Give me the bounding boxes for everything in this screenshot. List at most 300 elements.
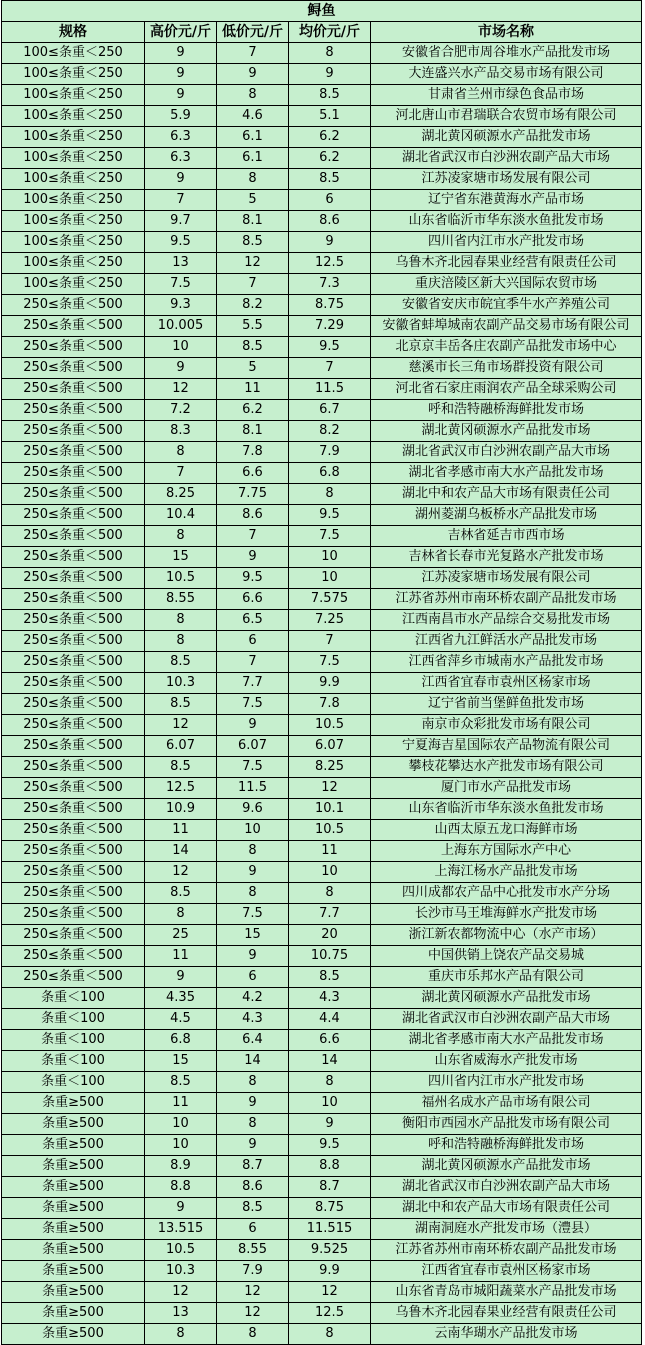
cell-spec: 条重＜100: [2, 988, 145, 1009]
cell-spec: 250≤条重＜500: [2, 295, 145, 316]
cell-high-price: 10.5: [145, 1240, 217, 1261]
cell-high-price: 13.515: [145, 1219, 217, 1240]
cell-low-price: 15: [217, 925, 289, 946]
cell-spec: 250≤条重＜500: [2, 631, 145, 652]
cell-avg-price: 9.525: [289, 1240, 371, 1261]
table-body: [2, 43, 642, 1345]
table-row: [2, 379, 642, 400]
table-row: [2, 442, 642, 463]
cell-avg-price: 4.4: [289, 1009, 371, 1030]
cell-market-name: 江苏省苏州市南环桥农副产品批发市场: [371, 1240, 642, 1261]
cell-spec: 100≤条重＜250: [2, 232, 145, 253]
cell-spec: 250≤条重＜500: [2, 925, 145, 946]
cell-market-name: 江西省萍乡市城南水产品批发市场: [371, 652, 642, 673]
cell-low-price: 7.5: [217, 694, 289, 715]
cell-low-price: 11: [217, 379, 289, 400]
cell-low-price: 7.7: [217, 673, 289, 694]
table-row: [2, 946, 642, 967]
cell-avg-price: 7.5: [289, 652, 371, 673]
cell-avg-price: 8.5: [289, 85, 371, 106]
cell-spec: 条重≥500: [2, 1135, 145, 1156]
cell-spec: 100≤条重＜250: [2, 43, 145, 64]
table-row: [2, 1114, 642, 1135]
cell-avg-price: 10.1: [289, 799, 371, 820]
cell-spec: 条重≥500: [2, 1282, 145, 1303]
cell-high-price: 15: [145, 1051, 217, 1072]
table-row: [2, 778, 642, 799]
table-row: [2, 883, 642, 904]
cell-low-price: 8: [217, 85, 289, 106]
table-row: [2, 1156, 642, 1177]
cell-high-price: 8.5: [145, 694, 217, 715]
cell-high-price: 6.3: [145, 148, 217, 169]
cell-avg-price: 7.575: [289, 589, 371, 610]
cell-spec: 100≤条重＜250: [2, 190, 145, 211]
cell-avg-price: 9: [289, 232, 371, 253]
cell-market-name: 湖北黄冈硕源水产品批发市场: [371, 421, 642, 442]
table-row: [2, 1135, 642, 1156]
table-row: [2, 484, 642, 505]
cell-avg-price: 8.8: [289, 1156, 371, 1177]
cell-low-price: 8: [217, 1324, 289, 1345]
cell-high-price: 8.5: [145, 652, 217, 673]
table-row: [2, 1177, 642, 1198]
cell-spec: 条重≥500: [2, 1261, 145, 1282]
cell-market-name: 慈溪市长三角市场群投资有限公司: [371, 358, 642, 379]
cell-high-price: 9: [145, 64, 217, 85]
table-row: [2, 400, 642, 421]
cell-high-price: 9.5: [145, 232, 217, 253]
table-title: 鲟鱼: [2, 1, 642, 22]
cell-avg-price: 9.5: [289, 1135, 371, 1156]
cell-low-price: 8.6: [217, 1177, 289, 1198]
cell-high-price: 8.25: [145, 484, 217, 505]
cell-avg-price: 8.5: [289, 169, 371, 190]
table-row: [2, 106, 642, 127]
cell-low-price: 7: [217, 43, 289, 64]
cell-high-price: 15: [145, 547, 217, 568]
cell-low-price: 8.7: [217, 1156, 289, 1177]
cell-market-name: 安徽省安庆市皖宜季牛水产养殖公司: [371, 295, 642, 316]
cell-market-name: 四川省内江市水产批发市场: [371, 1072, 642, 1093]
cell-spec: 250≤条重＜500: [2, 400, 145, 421]
cell-high-price: 6.3: [145, 127, 217, 148]
table-row: [2, 820, 642, 841]
table-row: [2, 169, 642, 190]
cell-spec: 250≤条重＜500: [2, 337, 145, 358]
cell-spec: 250≤条重＜500: [2, 841, 145, 862]
cell-high-price: 8.9: [145, 1156, 217, 1177]
cell-avg-price: 11: [289, 841, 371, 862]
cell-low-price: 8.5: [217, 232, 289, 253]
table-row: [2, 925, 642, 946]
cell-spec: 100≤条重＜250: [2, 274, 145, 295]
cell-market-name: 江苏凌家塘市场发展有限公司: [371, 568, 642, 589]
cell-avg-price: 6.2: [289, 127, 371, 148]
cell-low-price: 9: [217, 1093, 289, 1114]
cell-avg-price: 8.25: [289, 757, 371, 778]
cell-low-price: 7: [217, 526, 289, 547]
table-row: [2, 148, 642, 169]
cell-spec: 250≤条重＜500: [2, 904, 145, 925]
cell-low-price: 12: [217, 1303, 289, 1324]
header-market-name: 市场名称: [371, 22, 642, 43]
cell-spec: 100≤条重＜250: [2, 106, 145, 127]
cell-high-price: 8.5: [145, 1072, 217, 1093]
cell-market-name: 江西南昌市水产品综合交易批发市场: [371, 610, 642, 631]
table-row: [2, 673, 642, 694]
cell-high-price: 4.5: [145, 1009, 217, 1030]
table-row: [2, 211, 642, 232]
table-row: [2, 1093, 642, 1114]
cell-low-price: 8: [217, 1114, 289, 1135]
cell-spec: 条重≥500: [2, 1093, 145, 1114]
cell-low-price: 7: [217, 652, 289, 673]
cell-high-price: 10.5: [145, 568, 217, 589]
cell-spec: 250≤条重＜500: [2, 421, 145, 442]
cell-market-name: 吉林省延吉市西市场: [371, 526, 642, 547]
cell-spec: 250≤条重＜500: [2, 610, 145, 631]
table-row: [2, 904, 642, 925]
cell-low-price: 7.5: [217, 904, 289, 925]
table-row: [2, 1072, 642, 1093]
table-row: [2, 295, 642, 316]
cell-high-price: 9.7: [145, 211, 217, 232]
cell-avg-price: 6.2: [289, 148, 371, 169]
cell-market-name: 江西省九江鲜活水产品批发市场: [371, 631, 642, 652]
cell-high-price: 10.3: [145, 1261, 217, 1282]
cell-high-price: 13: [145, 1303, 217, 1324]
cell-spec: 250≤条重＜500: [2, 589, 145, 610]
cell-high-price: 12: [145, 715, 217, 736]
cell-spec: 条重≥500: [2, 1240, 145, 1261]
cell-low-price: 8.2: [217, 295, 289, 316]
cell-avg-price: 7.25: [289, 610, 371, 631]
cell-high-price: 8.5: [145, 883, 217, 904]
cell-spec: 250≤条重＜500: [2, 736, 145, 757]
cell-market-name: 湖北黄冈硕源水产品批发市场: [371, 1156, 642, 1177]
cell-avg-price: 10: [289, 862, 371, 883]
cell-spec: 条重＜100: [2, 1009, 145, 1030]
cell-avg-price: 7.9: [289, 442, 371, 463]
cell-low-price: 8: [217, 1072, 289, 1093]
cell-low-price: 8: [217, 841, 289, 862]
table-row: [2, 841, 642, 862]
cell-low-price: 6.07: [217, 736, 289, 757]
table-row: [2, 1303, 642, 1324]
cell-low-price: 10: [217, 820, 289, 841]
table-row: [2, 568, 642, 589]
cell-avg-price: 4.3: [289, 988, 371, 1009]
cell-spec: 100≤条重＜250: [2, 127, 145, 148]
cell-low-price: 14: [217, 1051, 289, 1072]
cell-low-price: 9: [217, 1135, 289, 1156]
cell-spec: 250≤条重＜500: [2, 463, 145, 484]
cell-low-price: 12: [217, 253, 289, 274]
cell-spec: 250≤条重＜500: [2, 358, 145, 379]
table-row: [2, 757, 642, 778]
cell-market-name: 安徽省蚌埠城南农副产品交易市场有限公司: [371, 316, 642, 337]
cell-spec: 250≤条重＜500: [2, 547, 145, 568]
cell-low-price: 8: [217, 883, 289, 904]
cell-avg-price: 6.07: [289, 736, 371, 757]
cell-avg-price: 7: [289, 358, 371, 379]
cell-market-name: 安徽省合肥市周谷堆水产品批发市场: [371, 43, 642, 64]
cell-low-price: 12: [217, 1282, 289, 1303]
cell-market-name: 吉林省长春市光复路水产批发市场: [371, 547, 642, 568]
cell-low-price: 6.2: [217, 400, 289, 421]
cell-low-price: 5.5: [217, 316, 289, 337]
cell-avg-price: 8: [289, 1072, 371, 1093]
cell-avg-price: 8.6: [289, 211, 371, 232]
cell-low-price: 9: [217, 946, 289, 967]
table-row: [2, 589, 642, 610]
table-row: [2, 463, 642, 484]
cell-market-name: 大连盛兴水产品交易市场有限公司: [371, 64, 642, 85]
cell-high-price: 8.8: [145, 1177, 217, 1198]
cell-market-name: 辽宁省前当堡鲜鱼批发市场: [371, 694, 642, 715]
cell-avg-price: 8.5: [289, 967, 371, 988]
cell-low-price: 9: [217, 64, 289, 85]
table-row: [2, 736, 642, 757]
cell-low-price: 5: [217, 358, 289, 379]
header-spec: 规格: [2, 22, 145, 43]
cell-avg-price: 14: [289, 1051, 371, 1072]
cell-market-name: 厦门市水产品批发市场: [371, 778, 642, 799]
cell-avg-price: 6.7: [289, 400, 371, 421]
table-row: [2, 1261, 642, 1282]
cell-market-name: 攀枝花攀达水产批发市场有限公司: [371, 757, 642, 778]
cell-avg-price: 6.6: [289, 1030, 371, 1051]
cell-avg-price: 6: [289, 190, 371, 211]
cell-market-name: 湖北省孝感市南大水产品批发市场: [371, 463, 642, 484]
cell-low-price: 6: [217, 1219, 289, 1240]
cell-low-price: 5: [217, 190, 289, 211]
cell-high-price: 9: [145, 358, 217, 379]
cell-market-name: 江苏省苏州市南环桥农副产品批发市场: [371, 589, 642, 610]
cell-high-price: 8: [145, 1324, 217, 1345]
cell-high-price: 7.5: [145, 274, 217, 295]
cell-avg-price: 10.5: [289, 820, 371, 841]
cell-avg-price: 10: [289, 568, 371, 589]
cell-spec: 100≤条重＜250: [2, 169, 145, 190]
cell-market-name: 福州名成水产品市场有限公司: [371, 1093, 642, 1114]
cell-high-price: 14: [145, 841, 217, 862]
cell-high-price: 11: [145, 946, 217, 967]
cell-high-price: 10: [145, 1135, 217, 1156]
cell-high-price: 9: [145, 43, 217, 64]
cell-high-price: 25: [145, 925, 217, 946]
cell-low-price: 8.5: [217, 337, 289, 358]
cell-avg-price: 9.5: [289, 505, 371, 526]
cell-high-price: 10: [145, 337, 217, 358]
table-row: [2, 64, 642, 85]
cell-low-price: 8.6: [217, 505, 289, 526]
cell-avg-price: 10.5: [289, 715, 371, 736]
cell-spec: 条重≥500: [2, 1324, 145, 1345]
cell-market-name: 乌鲁木齐北园春果业经营有限责任公司: [371, 1303, 642, 1324]
cell-low-price: 8.1: [217, 421, 289, 442]
cell-market-name: 乌鲁木齐北园春果业经营有限责任公司: [371, 253, 642, 274]
cell-avg-price: 7.8: [289, 694, 371, 715]
header-low-price: 低价元/斤: [217, 22, 289, 43]
cell-high-price: 9: [145, 169, 217, 190]
cell-low-price: 9: [217, 715, 289, 736]
cell-spec: 250≤条重＜500: [2, 820, 145, 841]
cell-avg-price: 7.7: [289, 904, 371, 925]
cell-high-price: 10.9: [145, 799, 217, 820]
cell-avg-price: 8: [289, 1324, 371, 1345]
cell-market-name: 江苏凌家塘市场发展有限公司: [371, 169, 642, 190]
table-row: [2, 316, 642, 337]
price-table: [1, 0, 642, 1345]
cell-market-name: 重庆涪陵区新大兴国际农贸市场: [371, 274, 642, 295]
cell-low-price: 8.1: [217, 211, 289, 232]
cell-avg-price: 9: [289, 1114, 371, 1135]
cell-spec: 250≤条重＜500: [2, 946, 145, 967]
cell-market-name: 湖北中和农产品大市场有限责任公司: [371, 484, 642, 505]
cell-spec: 100≤条重＜250: [2, 64, 145, 85]
table-row: [2, 127, 642, 148]
table-row: [2, 1009, 642, 1030]
cell-high-price: 7.2: [145, 400, 217, 421]
cell-market-name: 山东省青岛市城阳蔬菜水产品批发市场: [371, 1282, 642, 1303]
cell-low-price: 7.75: [217, 484, 289, 505]
cell-high-price: 12: [145, 379, 217, 400]
cell-low-price: 9.5: [217, 568, 289, 589]
table-row: [2, 43, 642, 64]
cell-avg-price: 9.5: [289, 337, 371, 358]
table-row: [2, 358, 642, 379]
cell-high-price: 12.5: [145, 778, 217, 799]
cell-spec: 250≤条重＜500: [2, 778, 145, 799]
cell-avg-price: 11.5: [289, 379, 371, 400]
cell-avg-price: 8: [289, 883, 371, 904]
cell-spec: 250≤条重＜500: [2, 862, 145, 883]
cell-spec: 条重≥500: [2, 1156, 145, 1177]
cell-high-price: 9: [145, 1198, 217, 1219]
cell-high-price: 8.55: [145, 589, 217, 610]
cell-low-price: 11.5: [217, 778, 289, 799]
table-row: [2, 190, 642, 211]
table-row: [2, 253, 642, 274]
cell-market-name: 呼和浩特融桥海鲜批发市场: [371, 400, 642, 421]
cell-market-name: 山东省临沂市华东淡水鱼批发市场: [371, 799, 642, 820]
cell-spec: 250≤条重＜500: [2, 883, 145, 904]
cell-spec: 100≤条重＜250: [2, 85, 145, 106]
cell-spec: 条重≥500: [2, 1219, 145, 1240]
cell-avg-price: 9: [289, 64, 371, 85]
table-row: [2, 1030, 642, 1051]
table-row: [2, 988, 642, 1009]
cell-market-name: 江西省宜春市袁州区杨家市场: [371, 673, 642, 694]
cell-market-name: 山东省威海水产批发市场: [371, 1051, 642, 1072]
table-row: [2, 610, 642, 631]
cell-spec: 250≤条重＜500: [2, 757, 145, 778]
cell-market-name: 湖北黄冈硕源水产品批发市场: [371, 988, 642, 1009]
table-row: [2, 694, 642, 715]
cell-high-price: 9.3: [145, 295, 217, 316]
table-row: [2, 1240, 642, 1261]
cell-avg-price: 20: [289, 925, 371, 946]
header-avg-price: 均价元/斤: [289, 22, 371, 43]
table-row: [2, 232, 642, 253]
table-row: [2, 799, 642, 820]
cell-low-price: 6: [217, 967, 289, 988]
table-row: [2, 505, 642, 526]
table-row: [2, 715, 642, 736]
cell-high-price: 10.005: [145, 316, 217, 337]
cell-market-name: 山西太原五龙口海鲜市场: [371, 820, 642, 841]
cell-market-name: 山东省临沂市华东淡水鱼批发市场: [371, 211, 642, 232]
cell-market-name: 上海江杨水产品批发市场: [371, 862, 642, 883]
cell-avg-price: 7.5: [289, 526, 371, 547]
cell-avg-price: 9.9: [289, 1261, 371, 1282]
cell-spec: 条重≥500: [2, 1114, 145, 1135]
table-row: [2, 1324, 642, 1345]
cell-low-price: 6.5: [217, 610, 289, 631]
cell-market-name: 云南华瑚水产品批发市场: [371, 1324, 642, 1345]
table-row: [2, 337, 642, 358]
cell-low-price: 4.6: [217, 106, 289, 127]
cell-high-price: 8: [145, 442, 217, 463]
cell-low-price: 7: [217, 274, 289, 295]
table-row: [2, 526, 642, 547]
cell-low-price: 9: [217, 547, 289, 568]
cell-spec: 250≤条重＜500: [2, 967, 145, 988]
cell-low-price: 8: [217, 169, 289, 190]
cell-spec: 250≤条重＜500: [2, 694, 145, 715]
table-row: [2, 862, 642, 883]
cell-high-price: 7: [145, 190, 217, 211]
table-row: [2, 631, 642, 652]
cell-high-price: 7: [145, 463, 217, 484]
table-row: [2, 1282, 642, 1303]
header-high-price: 高价元/斤: [145, 22, 217, 43]
cell-low-price: 7.9: [217, 1261, 289, 1282]
cell-avg-price: 5.1: [289, 106, 371, 127]
cell-spec: 250≤条重＜500: [2, 484, 145, 505]
cell-spec: 250≤条重＜500: [2, 568, 145, 589]
cell-low-price: 8.55: [217, 1240, 289, 1261]
cell-high-price: 6.07: [145, 736, 217, 757]
cell-high-price: 8: [145, 631, 217, 652]
table-row: [2, 1051, 642, 1072]
cell-spec: 250≤条重＜500: [2, 652, 145, 673]
cell-market-name: 四川成都农产品中心批发市水产分场: [371, 883, 642, 904]
cell-high-price: 8: [145, 526, 217, 547]
cell-spec: 条重≥500: [2, 1177, 145, 1198]
cell-spec: 250≤条重＜500: [2, 715, 145, 736]
cell-market-name: 衡阳市西园水产品批发市场有限公司: [371, 1114, 642, 1135]
cell-market-name: 河北唐山市君瑞联合农贸市场有限公司: [371, 106, 642, 127]
cell-market-name: 中国供销上饶农产品交易城: [371, 946, 642, 967]
cell-avg-price: 11.515: [289, 1219, 371, 1240]
table-row: [2, 421, 642, 442]
cell-high-price: 13: [145, 253, 217, 274]
cell-spec: 条重＜100: [2, 1051, 145, 1072]
cell-market-name: 甘肃省兰州市绿色食品市场: [371, 85, 642, 106]
cell-market-name: 湖北省武汉市白沙洲农副产品大市场: [371, 1009, 642, 1030]
cell-avg-price: 8: [289, 484, 371, 505]
cell-high-price: 8.3: [145, 421, 217, 442]
cell-spec: 条重≥500: [2, 1198, 145, 1219]
cell-low-price: 4.3: [217, 1009, 289, 1030]
cell-high-price: 5.9: [145, 106, 217, 127]
cell-low-price: 8.5: [217, 1198, 289, 1219]
cell-avg-price: 12: [289, 778, 371, 799]
cell-high-price: 9: [145, 967, 217, 988]
